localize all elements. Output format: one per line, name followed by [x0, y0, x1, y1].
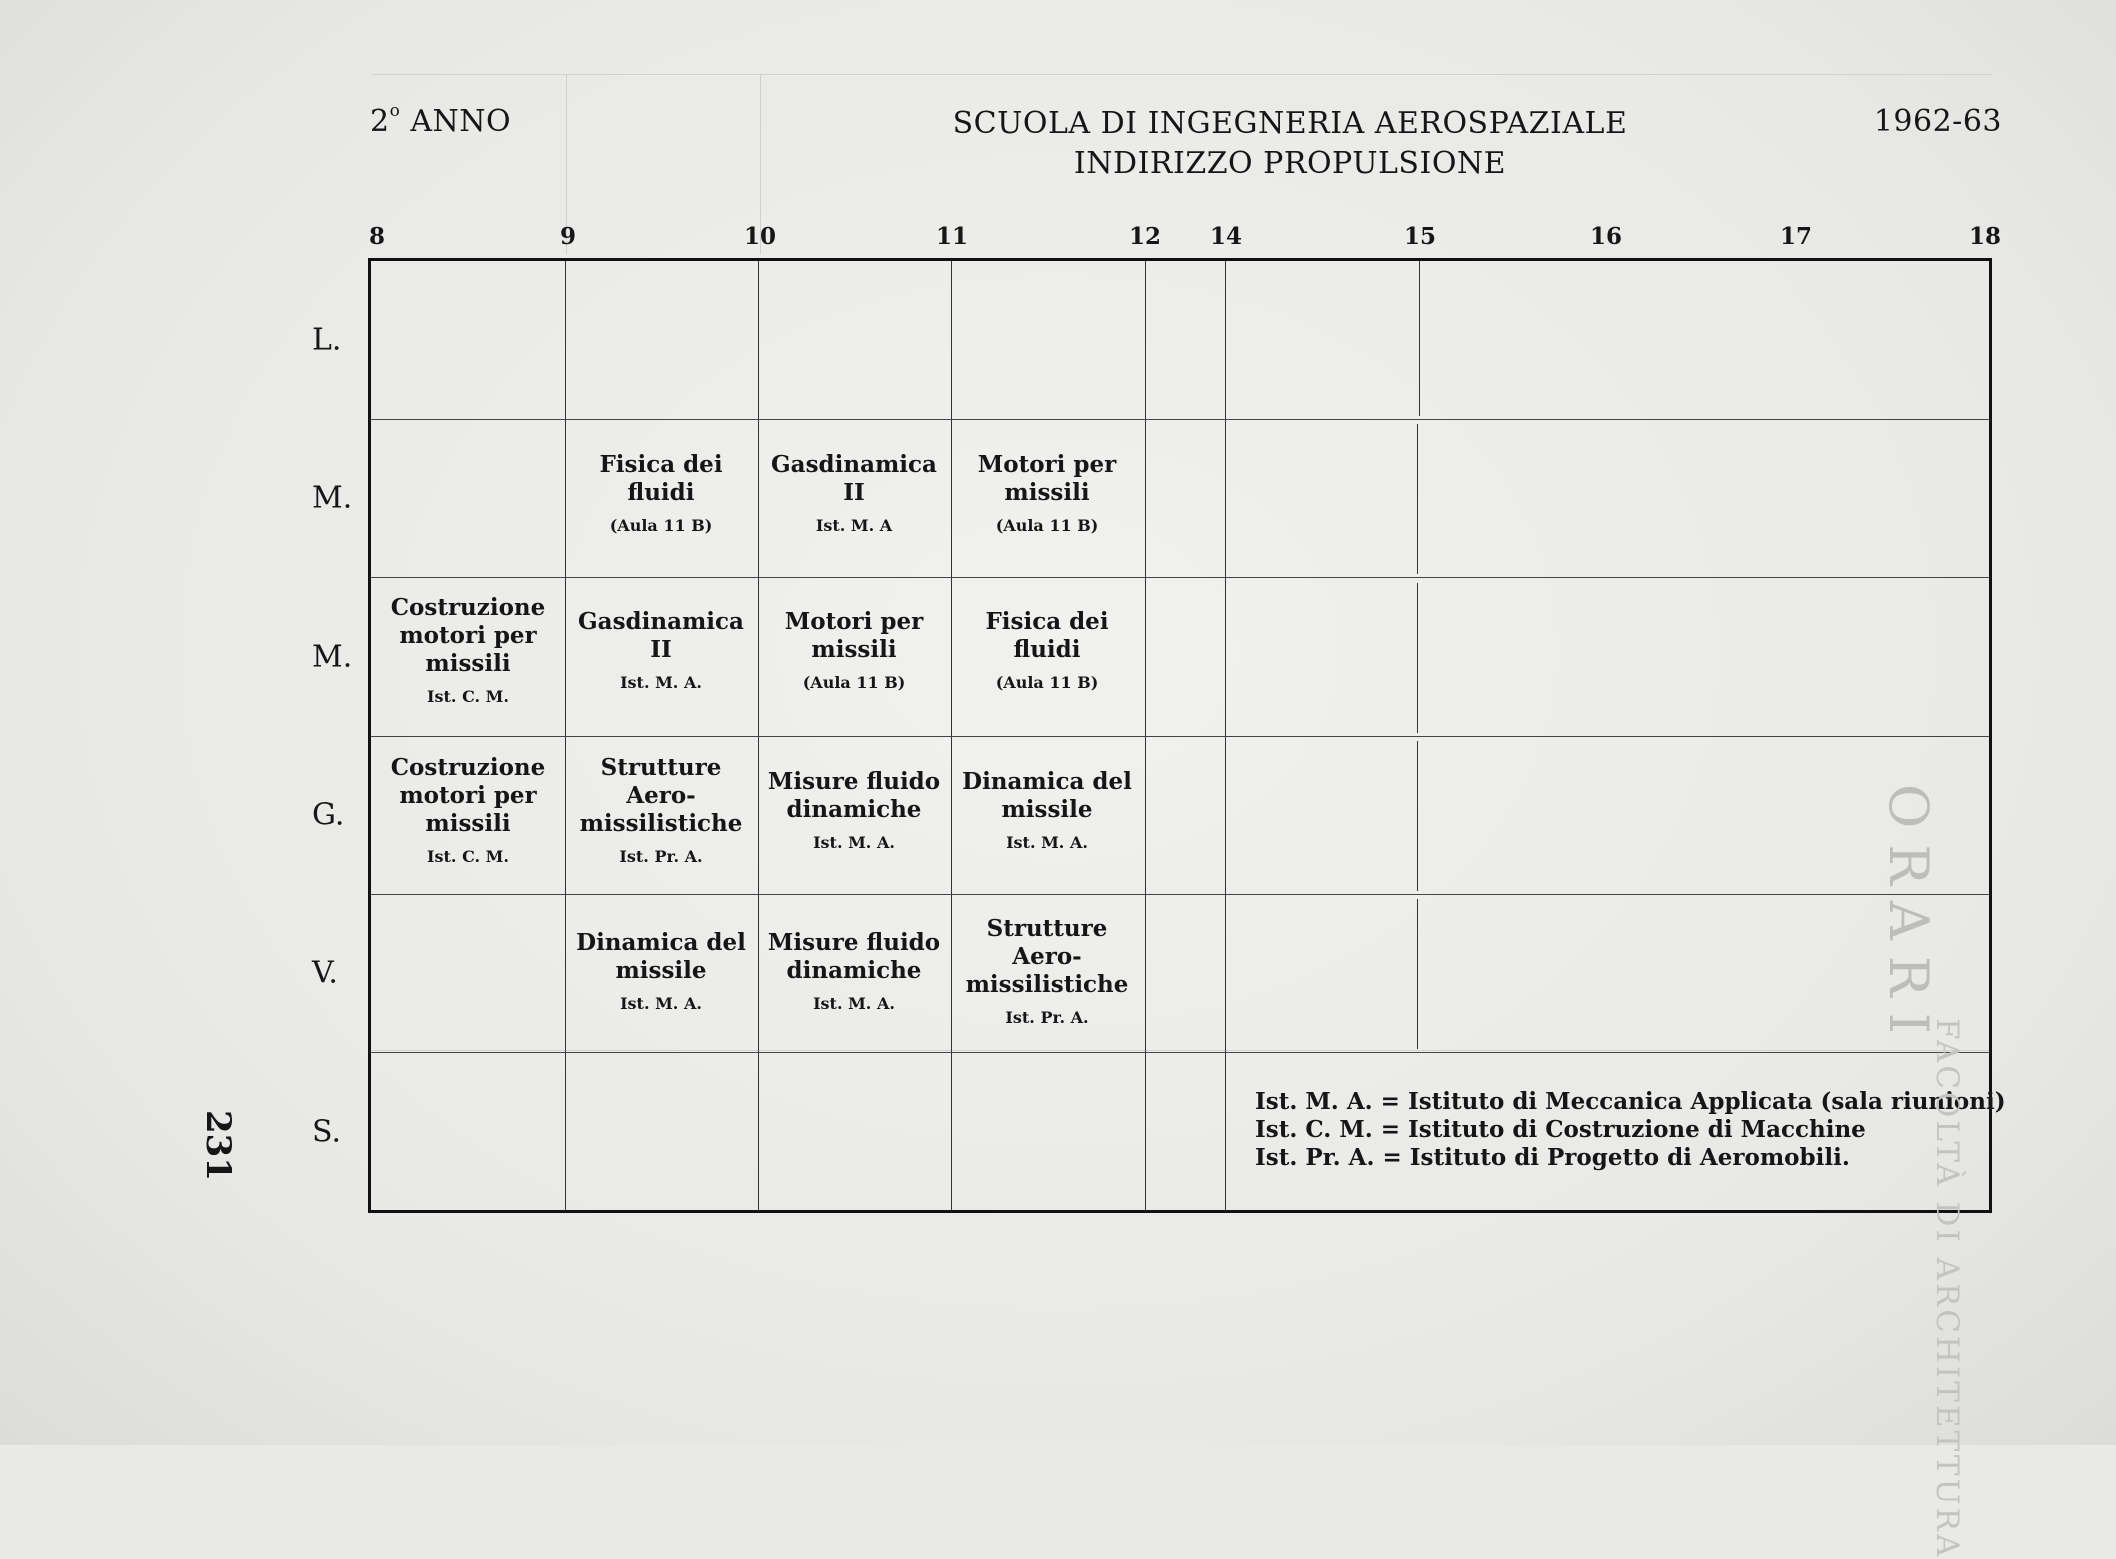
class-title: Strutture Aero-missilistiche [965, 915, 1129, 998]
grid-vline [1419, 261, 1420, 416]
class-location: Ist. C. M. [427, 687, 509, 706]
day-label-monday: L. [312, 322, 342, 358]
class-title: Dinamica del missile [962, 768, 1132, 823]
abbreviation-legend [1255, 1088, 2006, 1172]
timetable-grid [368, 258, 1992, 1213]
class-cell [565, 608, 757, 696]
class-location: (Aula 11 B) [995, 516, 1099, 535]
hour-label: 15 [1403, 223, 1437, 250]
class-cell [951, 915, 1143, 1031]
school-title [790, 104, 1790, 184]
class-title: Misure fluido dinamiche [767, 768, 941, 823]
class-cell [565, 451, 757, 539]
track-name: INDIRIZZO PROPULSIONE [1073, 146, 1507, 181]
class-location: Ist. M. A. [1006, 833, 1088, 852]
academic-year: 1962-63 [1873, 104, 2002, 139]
show-through-line [372, 74, 1992, 75]
class-cell [758, 451, 950, 539]
class-cell [372, 754, 564, 870]
day-label-tuesday: M. [312, 480, 353, 516]
grid-vline [1417, 583, 1418, 733]
hour-label: 16 [1589, 223, 1623, 250]
day-label-friday: V. [312, 955, 338, 991]
class-location: Ist. M. A. [620, 994, 702, 1013]
legend-line: Ist. M. A. = Istituto di Meccanica Applicata (sala riunioni) [1255, 1088, 2006, 1115]
class-title: Motori per missili [977, 451, 1117, 506]
hour-label: 18 [1968, 223, 2002, 250]
class-cell [951, 608, 1143, 696]
class-cell [758, 608, 950, 696]
grid-hline [371, 577, 1989, 578]
class-title: Motori per missili [784, 608, 924, 663]
class-cell [565, 929, 757, 1017]
class-location: Ist. M. A. [813, 994, 895, 1013]
hour-label: 12 [1128, 223, 1162, 250]
class-cell [758, 929, 950, 1017]
class-title: Misure fluido dinamiche [767, 929, 941, 984]
class-title: Costruzione motori per missili [390, 754, 546, 837]
hour-label: 9 [559, 223, 577, 250]
class-location: Ist. Pr. A. [1005, 1008, 1089, 1027]
class-title: Gasdinamica II [578, 608, 744, 663]
class-cell [951, 768, 1143, 856]
legend-line: Ist. Pr. A. = Istituto di Progetto di Aeromobili. [1255, 1144, 1850, 1171]
class-cell [372, 594, 564, 710]
class-cell [758, 768, 950, 856]
grid-hline [371, 736, 1989, 737]
side-faculty-text: FACOLTÀ DI ARCHITETTURA [1929, 1018, 1965, 1559]
hour-label: 11 [935, 223, 969, 250]
class-title: Gasdinamica II [771, 451, 937, 506]
class-location: Ist. C. M. [427, 847, 509, 866]
class-location: (Aula 11 B) [802, 673, 906, 692]
class-location: Ist. M. A [815, 516, 893, 535]
class-title: Fisica dei fluidi [985, 608, 1109, 663]
hour-label: 14 [1209, 223, 1243, 250]
school-name: SCUOLA DI INGEGNERIA AEROSPAZIALE [952, 106, 1628, 141]
class-title: Costruzione motori per missili [390, 594, 546, 677]
class-cell [565, 754, 757, 870]
page-number: 231 [198, 1110, 238, 1181]
grid-vline [1417, 899, 1418, 1049]
day-label-thursday: G. [312, 797, 345, 833]
class-title: Dinamica del missile [576, 929, 746, 984]
day-label-wednesday: M. [312, 639, 353, 675]
class-location: (Aula 11 B) [995, 673, 1099, 692]
class-title: Fisica dei fluidi [599, 451, 723, 506]
class-location: Ist. Pr. A. [619, 847, 703, 866]
year-label: 2$^o$ ANNO [370, 101, 512, 139]
grid-hline [371, 419, 1989, 420]
day-label-saturday: S. [312, 1114, 342, 1150]
class-location: Ist. M. A. [620, 673, 702, 692]
side-orari-text: ORARI [1877, 784, 1940, 1050]
class-location: Ist. M. A. [813, 833, 895, 852]
grid-vline [1417, 741, 1418, 891]
legend-line: Ist. C. M. = Istituto di Costruzione di Macchine [1255, 1116, 1866, 1143]
grid-hline [371, 894, 1989, 895]
hour-label: 10 [743, 223, 777, 250]
hour-label: 17 [1779, 223, 1813, 250]
grid-hline [371, 1052, 1989, 1053]
hour-label: 8 [368, 223, 386, 250]
class-title: Strutture Aero-missilistiche [579, 754, 743, 837]
class-location: (Aula 11 B) [609, 516, 713, 535]
grid-vline [1417, 424, 1418, 574]
class-cell [951, 451, 1143, 539]
